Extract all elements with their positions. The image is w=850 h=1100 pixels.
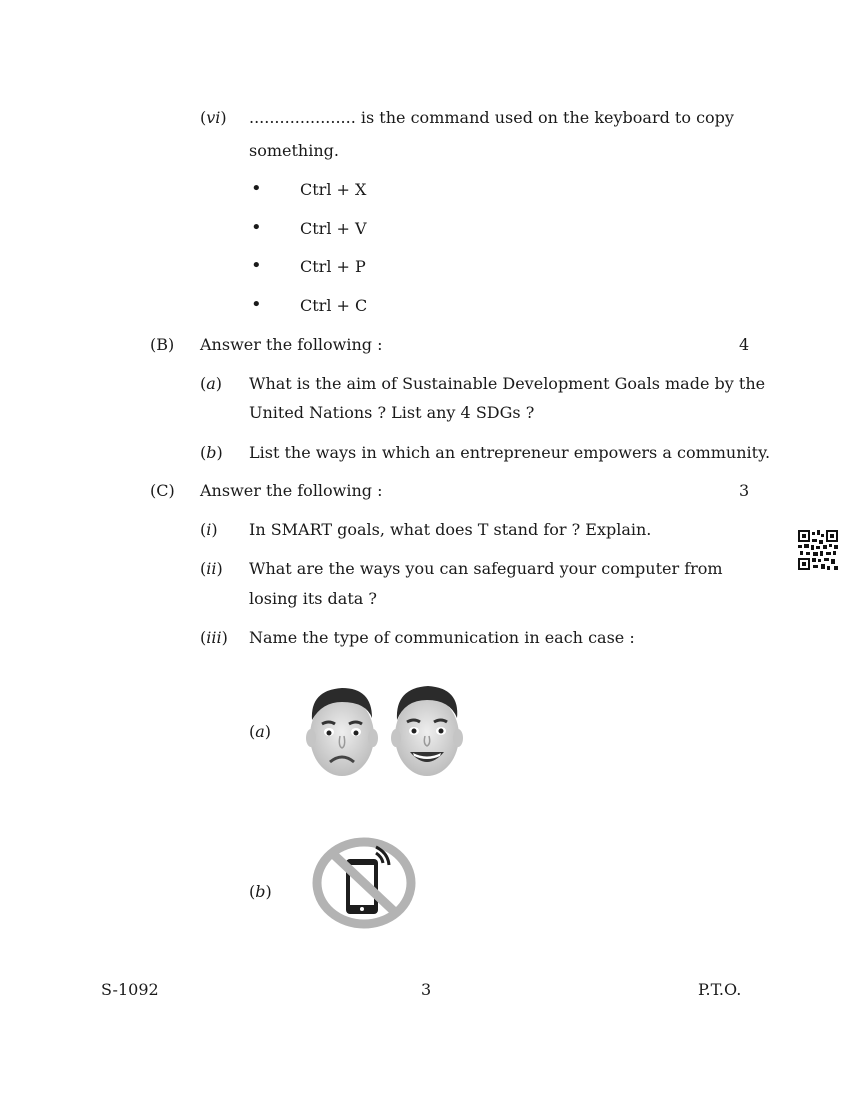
question-b-b-line1: List the ways in which an entrepreneur empowers a community.: [249, 443, 771, 462]
sad-happy-faces-icon: [300, 680, 470, 780]
question-number-i: (i): [200, 520, 218, 539]
section-b-label: (B): [150, 335, 175, 354]
happy-face-icon: [391, 686, 463, 776]
question-vi-line1: ..................... is the command used on the keyboard to copy: [249, 108, 734, 127]
bullet-icon: •: [251, 217, 262, 238]
question-b-a-line2: United Nations ? List any 4 SDGs ?: [249, 403, 535, 422]
qr-code-icon: [798, 530, 838, 570]
question-b-a-line1: What is the aim of Sustainable Development Goals made by the: [249, 374, 766, 393]
section-c-marks: 3: [739, 481, 750, 500]
option-ctrl-c: Ctrl + C: [300, 296, 368, 315]
option-ctrl-p: Ctrl + P: [300, 257, 366, 276]
question-vi-line2: something.: [249, 141, 339, 160]
case-number-a: (a): [249, 722, 272, 741]
question-c-iii-line1: Name the type of communication in each case :: [249, 628, 635, 647]
question-number-iii: (iii): [200, 628, 228, 647]
question-number-ii: (ii): [200, 559, 223, 578]
question-c-ii-line1: What are the ways you can safeguard your computer from: [249, 559, 723, 578]
option-ctrl-x: Ctrl + X: [300, 180, 367, 199]
paper-code: S-1092: [101, 980, 159, 999]
question-c-i-line1: In SMART goals, what does T stand for ? Explain.: [249, 520, 652, 539]
section-b-heading: Answer the following :: [200, 335, 383, 354]
question-number-b: (b): [200, 443, 223, 462]
question-number-a: (a): [200, 374, 223, 393]
section-b-marks: 4: [739, 335, 750, 354]
section-c-heading: Answer the following :: [200, 481, 383, 500]
option-ctrl-v: Ctrl + V: [300, 219, 367, 238]
sad-face-icon: [306, 688, 378, 776]
bullet-icon: •: [251, 178, 262, 199]
bullet-icon: •: [251, 255, 262, 276]
bullet-icon: •: [251, 294, 262, 315]
case-number-b: (b): [249, 882, 272, 901]
question-number-vi: (vi): [200, 108, 227, 127]
question-c-ii-line2: losing its data ?: [249, 589, 377, 608]
section-c-label: (C): [150, 481, 175, 500]
page-number: 3: [421, 980, 432, 999]
no-phone-icon: [310, 835, 418, 931]
pto-label: P.T.O.: [698, 980, 742, 999]
